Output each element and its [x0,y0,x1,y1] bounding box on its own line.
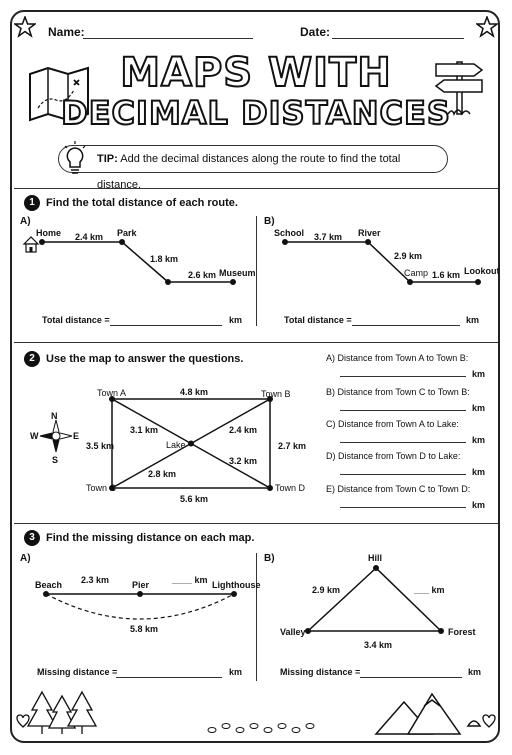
distance-label: 1.6 km [432,270,461,280]
unit-label: km [229,315,243,325]
distance-label: 2.6 km [188,270,217,280]
distance-label: 3.7 km [314,232,343,242]
tip-text: Add the decimal distances along the route to find the total distance. [97,153,401,191]
landscape-decoration [12,688,500,742]
town-label: Town C [86,483,117,493]
answer-field[interactable] [340,474,466,475]
unit-label: km [472,467,486,477]
lake-label: Lake [166,440,186,450]
answer-field[interactable] [340,442,466,443]
section-title: Find the missing distance on each map. [46,532,255,544]
title-line2: DECIMAL DISTANCES [61,94,451,132]
house-icon [24,237,38,252]
town-label: Town B [261,389,291,399]
point-label: Hill [368,553,383,563]
distance-label: 2.3 km [81,575,110,585]
section-number: 3 [24,530,40,546]
compass-north: N [51,411,58,421]
divider [14,523,498,524]
distance-label: 3.4 km [364,640,393,650]
point-label: Camp [404,268,429,278]
pine-trees-icon [28,692,96,734]
answer-field[interactable] [352,325,460,326]
answer-field[interactable] [340,376,466,377]
part-letter: A) [20,216,31,227]
part-letter: A) [20,553,31,564]
section-number: 2 [24,351,40,367]
compass-rose-icon [40,420,72,452]
unit-label: km [472,435,486,445]
part-letter: B) [264,553,275,564]
point-label: Beach [35,580,63,590]
answer-field[interactable] [340,507,466,508]
distance-label: 2.9 km [312,585,341,595]
unit-label: km [472,403,486,413]
distance-label: 3.2 km [229,456,258,466]
answer-field[interactable] [110,325,222,326]
unit-label: km [466,315,480,325]
town-label: Town A [97,388,127,398]
unit-label: km [468,667,482,677]
mountains-icon [376,694,480,734]
title-line1: MAPS WITH [120,50,392,96]
compass-south: S [52,455,59,465]
point-label: Lighthouse [212,580,261,590]
distance-label: 5.8 km [130,624,159,634]
answer-field[interactable] [116,677,222,678]
question-text: A) Distance from Town A to Town B: [326,353,469,363]
compass-east: E [73,431,80,441]
distance-label: 1.8 km [150,254,179,264]
distance-label: 2.4 km [75,232,104,242]
answer-field[interactable] [360,677,462,678]
question-text: E) Distance from Town C to Town D: [326,484,471,494]
name-label: Name: [48,25,85,39]
question-text: C) Distance from Town A to Lake: [326,419,459,429]
missing-distance-diagrams [0,540,512,660]
tip-label: TIP: [97,153,118,165]
section-title: Find the total distance of each route. [46,197,238,209]
town-label: Town D [275,483,306,493]
point-label: Forest [448,627,476,637]
missing-distance-blank[interactable]: ___ km [414,585,445,595]
distance-label: 2.8 km [148,469,177,479]
route-diagrams [0,0,512,340]
point-label: School [274,228,305,238]
distance-label: 4.8 km [180,387,209,397]
footprints-icon [208,724,314,733]
distance-label: 3.1 km [130,425,159,435]
answer-field[interactable] [340,410,466,411]
unit-label: km [229,667,243,677]
distance-label: 2.7 km [278,441,307,451]
distance-label: 2.9 km [394,251,423,261]
distance-label: 2.4 km [229,425,258,435]
missing-distance-label: Missing distance = [280,667,361,677]
question-text: D) Distance from Town D to Lake: [326,451,461,461]
question-text: B) Distance from Town C to Town B: [326,387,470,397]
section-number: 1 [24,195,40,211]
point-label: Park [117,228,137,238]
unit-label: km [472,369,486,379]
part-letter: B) [264,216,275,227]
compass-west: W [30,431,39,441]
total-distance-label: Total distance = [42,315,110,325]
distance-label: 3.5 km [86,441,115,451]
point-label: Pier [132,580,150,590]
unit-label: km [472,500,486,510]
section-title: Use the map to answer the questions. [46,353,244,365]
distance-label: 5.6 km [180,494,209,504]
missing-distance-label: Missing distance = [37,667,118,677]
date-label: Date: [300,25,331,39]
missing-distance-blank[interactable]: ____ km [172,575,208,585]
point-label: Valley [280,627,306,637]
point-label: Home [36,228,62,238]
point-label: River [358,228,381,238]
town-map [0,340,320,520]
point-label: Lookout [464,266,500,276]
total-distance-label: Total distance = [284,315,352,325]
point-label: Museum [219,268,256,278]
